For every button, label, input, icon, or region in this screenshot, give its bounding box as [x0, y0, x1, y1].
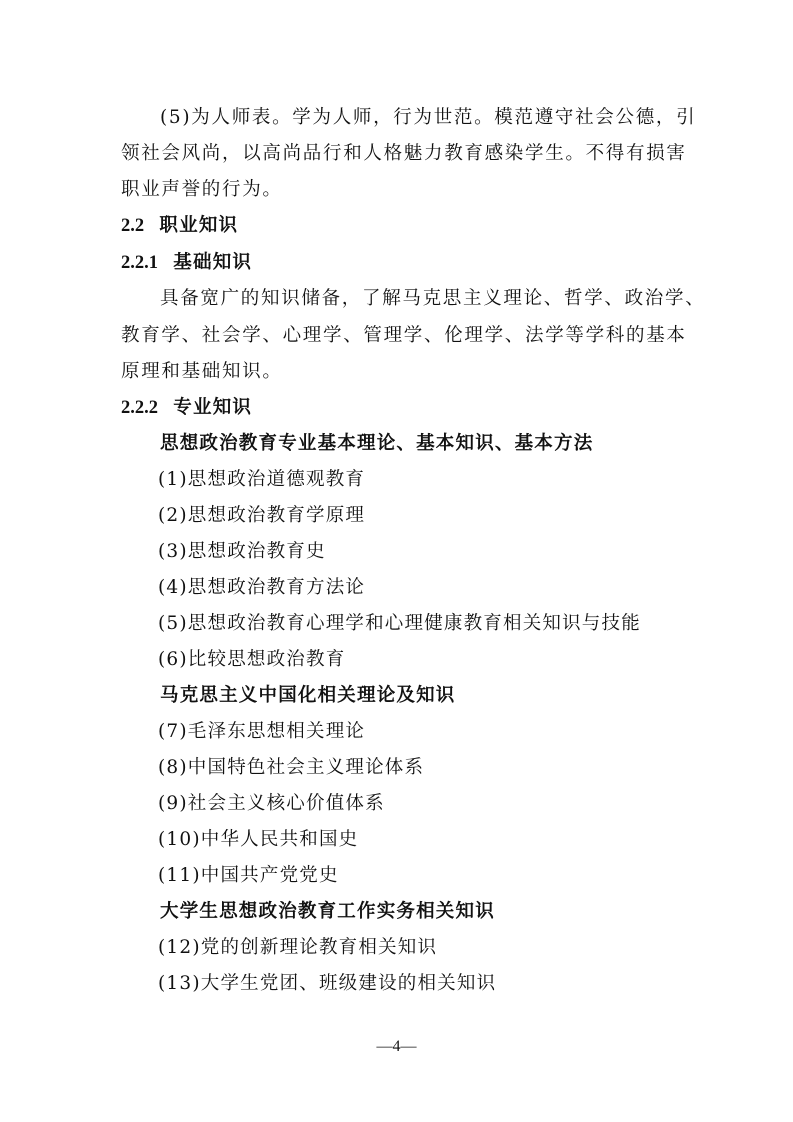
paragraph-5-line-2: 领社会风尚，以高尚品行和人格魅力教育感染学生。不得有损害 — [121, 143, 687, 164]
section-title: 专业知识 — [173, 397, 253, 418]
section-number: 2.2.1 — [121, 253, 158, 273]
section-title: 基础知识 — [173, 252, 253, 273]
basic-knowledge-line-3: 原理和基础知识。 — [121, 361, 283, 382]
basic-knowledge-line-1: 具备宽广的知识储备，了解马克思主义理论、哲学、政治学、 — [160, 288, 706, 309]
list-item: (5)思想政治教育心理学和心理健康教育相关知识与技能 — [158, 613, 641, 634]
section-2-2-2-heading — [121, 396, 252, 420]
list-item: (8)中国特色社会主义理论体系 — [158, 757, 425, 778]
list-item: (12)党的创新理论教育相关知识 — [158, 937, 438, 958]
section-2-2-heading — [121, 214, 238, 238]
list-item: (2)思想政治教育学原理 — [158, 505, 366, 526]
section-number: 2.2.2 — [121, 398, 158, 418]
list-item: (4)思想政治教育方法论 — [158, 577, 366, 598]
paragraph-5-line-1: (5)为人师表。学为人师，行为世范。模范遵守社会公德，引 — [160, 107, 697, 128]
page-number: —4— — [376, 1038, 417, 1055]
section-title: 职业知识 — [159, 215, 239, 236]
list-item: (7)毛泽东思想相关理论 — [158, 721, 366, 742]
list-item: (9)社会主义核心价值体系 — [158, 793, 385, 814]
group-heading: 大学生思想政治教育工作实务相关知识 — [160, 901, 495, 922]
list-item: (10)中华人民共和国史 — [158, 829, 359, 850]
paragraph-5-line-3: 职业声誉的行为。 — [121, 179, 283, 200]
list-item: (1)思想政治道德观教育 — [158, 469, 366, 490]
group-heading: 马克思主义中国化相关理论及知识 — [160, 685, 456, 706]
section-number: 2.2 — [121, 216, 145, 236]
basic-knowledge-line-2: 教育学、社会学、心理学、管理学、伦理学、法学等学科的基本 — [121, 325, 687, 346]
section-2-2-1-heading — [121, 251, 252, 275]
list-item: (11)中国共产党党史 — [158, 865, 339, 886]
list-item: (13)大学生党团、班级建设的相关知识 — [158, 973, 497, 994]
list-item: (6)比较思想政治教育 — [158, 649, 346, 670]
list-item: (3)思想政治教育史 — [158, 541, 326, 562]
group-heading: 思想政治教育专业基本理论、基本知识、基本方法 — [160, 433, 594, 454]
